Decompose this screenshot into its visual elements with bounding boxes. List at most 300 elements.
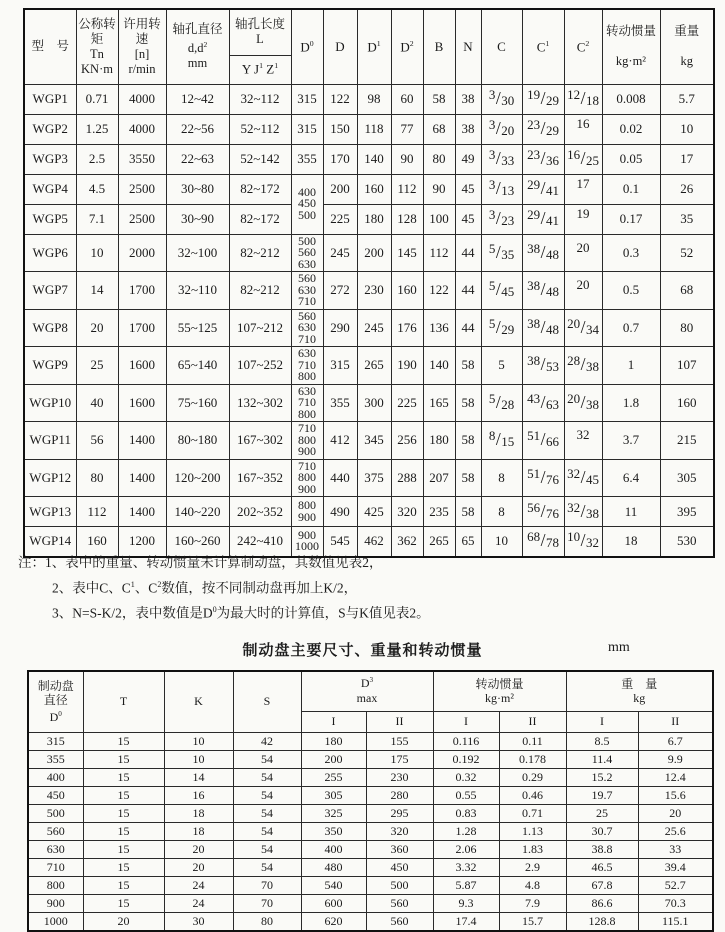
- bore-cell: 22~56: [166, 114, 229, 144]
- b-cell: 80: [423, 144, 455, 174]
- inertia-II-cell: 1.83: [499, 840, 566, 858]
- d0-cell: 710 800 900: [291, 422, 323, 460]
- inertia-II-cell: 7.9: [499, 894, 566, 912]
- inertia-I-cell: 1.28: [433, 822, 499, 840]
- t-cell: 20: [83, 912, 164, 931]
- spec-row-WGP1: [24, 84, 714, 114]
- s-cell: 70: [233, 894, 301, 912]
- n-cell: 58: [455, 459, 481, 497]
- d-cell: 490: [323, 497, 357, 527]
- d-cell: 150: [323, 114, 357, 144]
- d0-cell: 315: [291, 84, 323, 114]
- weight-II-cell: 39.4: [638, 858, 713, 876]
- c1-cell: 38/53: [522, 347, 564, 385]
- k-cell: 30: [164, 912, 233, 931]
- diameter-cell: 560: [28, 822, 83, 840]
- k-cell: 10: [164, 732, 233, 750]
- weight-I-cell: 19.7: [566, 786, 638, 804]
- d3max-II-cell: 360: [366, 840, 433, 858]
- d0-cell: 630 710 800: [291, 347, 323, 385]
- t1-header-d: D: [323, 9, 357, 84]
- coupling-spec-table-header: [24, 9, 714, 84]
- b-cell: 112: [423, 234, 455, 272]
- note-item-1: 1、表中的重量、转动惯量未计算制动盘，其数值见表2，: [45, 555, 383, 570]
- t2-header-t: T: [83, 671, 164, 732]
- b-cell: 180: [423, 422, 455, 460]
- t1-header-torque: 公称转矩 Tn KN·m: [76, 9, 118, 84]
- brake-disc-table-header: [28, 671, 713, 732]
- d3max-I-cell: 540: [301, 876, 366, 894]
- b-cell: 165: [423, 384, 455, 422]
- bore-cell: 32~100: [166, 234, 229, 272]
- diameter-cell: 710: [28, 858, 83, 876]
- d0-cell: 560 630 710: [291, 309, 323, 347]
- k-cell: 18: [164, 804, 233, 822]
- brake-disc-row-900: [28, 894, 713, 912]
- n-cell: 38: [455, 84, 481, 114]
- c1-cell: 29/41: [522, 204, 564, 234]
- bore-cell: 12~42: [166, 84, 229, 114]
- brake-disc-row-710: [28, 858, 713, 876]
- torque-cell: 20: [76, 309, 118, 347]
- length-cell: 202~352: [229, 497, 291, 527]
- weight-II-cell: 12.4: [638, 768, 713, 786]
- t1-header-c1: $C^1$: [522, 9, 564, 84]
- model-cell: WGP8: [24, 309, 76, 347]
- diameter-cell: 315: [28, 732, 83, 750]
- d3max-I-cell: 600: [301, 894, 366, 912]
- d2-cell: 190: [391, 347, 423, 385]
- inertia-cell: 3.7: [602, 422, 660, 460]
- length-cell: 132~302: [229, 384, 291, 422]
- inertia-I-cell: 9.3: [433, 894, 499, 912]
- d2-cell: 112: [391, 174, 423, 204]
- t2-header-sub-I: I: [301, 711, 366, 732]
- d3max-II-cell: 320: [366, 822, 433, 840]
- weight-cell: 10: [660, 114, 714, 144]
- speed-cell: 3550: [118, 144, 166, 174]
- d2-cell: 225: [391, 384, 423, 422]
- inertia-I-cell: 17.4: [433, 912, 499, 931]
- t1-header-n: N: [455, 9, 481, 84]
- model-cell: WGP6: [24, 234, 76, 272]
- inertia-II-cell: 0.71: [499, 804, 566, 822]
- d0-cell: 315: [291, 114, 323, 144]
- t2-header-sub-II: II: [638, 711, 713, 732]
- d3max-II-cell: 175: [366, 750, 433, 768]
- brake-disc-table: [27, 670, 714, 932]
- speed-cell: 4000: [118, 114, 166, 144]
- d1-cell: 300: [357, 384, 391, 422]
- model-cell: WGP11: [24, 422, 76, 460]
- note-line-1: [18, 552, 698, 574]
- diameter-cell: 400: [28, 768, 83, 786]
- c1-cell: 19/29: [522, 84, 564, 114]
- n-cell: 58: [455, 422, 481, 460]
- speed-cell: 4000: [118, 84, 166, 114]
- bore-cell: 120~200: [166, 459, 229, 497]
- bore-cell: 30~90: [166, 204, 229, 234]
- c1-cell: 38/48: [522, 272, 564, 310]
- model-cell: WGP1: [24, 84, 76, 114]
- t2-header-sub-I: I: [566, 711, 638, 732]
- bore-cell: 140~220: [166, 497, 229, 527]
- torque-cell: 56: [76, 422, 118, 460]
- diameter-cell: 900: [28, 894, 83, 912]
- diameter-cell: 1000: [28, 912, 83, 931]
- t1-header-model: 型 号: [24, 9, 76, 84]
- speed-cell: 1200: [118, 527, 166, 557]
- weight-I-cell: 25: [566, 804, 638, 822]
- t1-header-length-sub: Y $J^1$ $Z^1$: [229, 55, 291, 84]
- brake-disc-row-800: [28, 876, 713, 894]
- diameter-cell: 450: [28, 786, 83, 804]
- weight-cell: 5.7: [660, 84, 714, 114]
- d3max-II-cell: 155: [366, 732, 433, 750]
- n-cell: 45: [455, 204, 481, 234]
- c2-cell: 16/25: [564, 144, 602, 174]
- inertia-I-cell: 0.116: [433, 732, 499, 750]
- t1-header-d1: $D^1$: [357, 9, 391, 84]
- c2-cell: 16: [564, 114, 602, 144]
- n-cell: 44: [455, 309, 481, 347]
- t-cell: 15: [83, 876, 164, 894]
- weight-cell: 26: [660, 174, 714, 204]
- bore-cell: 160~260: [166, 527, 229, 557]
- t1-header-d2: $D^2$: [391, 9, 423, 84]
- c-cell: 5/45: [481, 272, 522, 310]
- length-cell: 82~212: [229, 234, 291, 272]
- d1-cell: 200: [357, 234, 391, 272]
- t-cell: 15: [83, 786, 164, 804]
- c1-cell: 23/29: [522, 114, 564, 144]
- weight-I-cell: 128.8: [566, 912, 638, 931]
- weight-II-cell: 52.7: [638, 876, 713, 894]
- weight-I-cell: 86.6: [566, 894, 638, 912]
- d-cell: 315: [323, 347, 357, 385]
- weight-II-cell: 20: [638, 804, 713, 822]
- d-cell: 440: [323, 459, 357, 497]
- notes-prefix: 注：: [18, 555, 45, 570]
- t-cell: 15: [83, 732, 164, 750]
- torque-cell: 14: [76, 272, 118, 310]
- k-cell: 20: [164, 858, 233, 876]
- weight-cell: 107: [660, 347, 714, 385]
- n-cell: 49: [455, 144, 481, 174]
- c-cell: 3/20: [481, 114, 522, 144]
- inertia-II-cell: 0.178: [499, 750, 566, 768]
- s-cell: 70: [233, 876, 301, 894]
- inertia-II-cell: 0.11: [499, 732, 566, 750]
- d3max-II-cell: 450: [366, 858, 433, 876]
- d0-cell: 900 1000: [291, 527, 323, 557]
- torque-cell: 40: [76, 384, 118, 422]
- c1-cell: 51/66: [522, 422, 564, 460]
- weight-I-cell: 46.5: [566, 858, 638, 876]
- c1-cell: 43/63: [522, 384, 564, 422]
- c2-cell: 12/18: [564, 84, 602, 114]
- model-cell: WGP14: [24, 527, 76, 557]
- speed-cell: 2500: [118, 204, 166, 234]
- coupling-spec-table-body: [24, 84, 714, 557]
- d3max-I-cell: 305: [301, 786, 366, 804]
- inertia-cell: 0.7: [602, 309, 660, 347]
- c2-cell: 19: [564, 204, 602, 234]
- bore-cell: 55~125: [166, 309, 229, 347]
- b-cell: 265: [423, 527, 455, 557]
- spec-row-WGP8: [24, 309, 714, 347]
- weight-cell: 17: [660, 144, 714, 174]
- k-cell: 24: [164, 894, 233, 912]
- weight-cell: 305: [660, 459, 714, 497]
- t-cell: 15: [83, 804, 164, 822]
- t-cell: 15: [83, 840, 164, 858]
- length-cell: 107~252: [229, 347, 291, 385]
- brake-disc-row-500: [28, 804, 713, 822]
- d3max-I-cell: 255: [301, 768, 366, 786]
- c-cell: 5/28: [481, 384, 522, 422]
- inertia-cell: 0.008: [602, 84, 660, 114]
- d3max-II-cell: 295: [366, 804, 433, 822]
- speed-cell: 1400: [118, 459, 166, 497]
- c2-cell: 32/38: [564, 497, 602, 527]
- speed-cell: 1600: [118, 384, 166, 422]
- c-cell: 3/33: [481, 144, 522, 174]
- n-cell: 58: [455, 497, 481, 527]
- c2-cell: 20: [564, 272, 602, 310]
- n-cell: 38: [455, 114, 481, 144]
- inertia-II-cell: 15.7: [499, 912, 566, 931]
- c1-cell: 38/48: [522, 234, 564, 272]
- t1-header-length: 轴孔长度 L: [229, 9, 291, 55]
- d2-cell: 320: [391, 497, 423, 527]
- d0-cell: 500 560 630: [291, 234, 323, 272]
- inertia-cell: 1.8: [602, 384, 660, 422]
- weight-cell: 52: [660, 234, 714, 272]
- c2-cell: 32: [564, 422, 602, 460]
- d3max-II-cell: 230: [366, 768, 433, 786]
- speed-cell: 1700: [118, 309, 166, 347]
- d0-cell: 710 800 900: [291, 459, 323, 497]
- spec-row-WGP5: [24, 204, 714, 234]
- n-cell: 44: [455, 272, 481, 310]
- d3max-II-cell: 560: [366, 894, 433, 912]
- weight-I-cell: 8.5: [566, 732, 638, 750]
- torque-cell: 80: [76, 459, 118, 497]
- inertia-cell: 0.05: [602, 144, 660, 174]
- d-cell: 122: [323, 84, 357, 114]
- spec-row-WGP6: [24, 234, 714, 272]
- brake-disc-table-title: 制动盘主要尺寸、重量和转动惯量: [242, 643, 483, 659]
- diameter-cell: 500: [28, 804, 83, 822]
- c1-cell: 29/41: [522, 174, 564, 204]
- inertia-I-cell: 2.06: [433, 840, 499, 858]
- d-cell: 355: [323, 384, 357, 422]
- c2-cell: 20/34: [564, 309, 602, 347]
- d2-cell: 60: [391, 84, 423, 114]
- b-cell: 90: [423, 174, 455, 204]
- t-cell: 15: [83, 768, 164, 786]
- weight-II-cell: 70.3: [638, 894, 713, 912]
- t2-header-s: S: [233, 671, 301, 732]
- brake-disc-row-315: [28, 732, 713, 750]
- d0-cell: 800 900: [291, 497, 323, 527]
- t2-header-k: K: [164, 671, 233, 732]
- spec-row-WGP10: [24, 384, 714, 422]
- inertia-cell: 0.1: [602, 174, 660, 204]
- torque-cell: 25: [76, 347, 118, 385]
- t1-header-inertia: 转动惯量 kg·m²: [602, 9, 660, 84]
- model-cell: WGP2: [24, 114, 76, 144]
- b-cell: 100: [423, 204, 455, 234]
- weight-cell: 160: [660, 384, 714, 422]
- d2-cell: 362: [391, 527, 423, 557]
- t1-header-bore: 轴孔直径 $d,d^2$ mm: [166, 9, 229, 84]
- length-cell: 82~212: [229, 272, 291, 310]
- bore-cell: 22~63: [166, 144, 229, 174]
- t1-header-c2: $C^2$: [564, 9, 602, 84]
- t2-header-inertia: 转动惯量 kg·m²: [433, 671, 566, 711]
- inertia-I-cell: 0.83: [433, 804, 499, 822]
- inertia-II-cell: 4.8: [499, 876, 566, 894]
- s-cell: 54: [233, 786, 301, 804]
- d1-cell: 230: [357, 272, 391, 310]
- torque-cell: 10: [76, 234, 118, 272]
- notes-block: [18, 552, 698, 624]
- c2-cell: 28/38: [564, 347, 602, 385]
- weight-II-cell: 15.6: [638, 786, 713, 804]
- diameter-cell: 630: [28, 840, 83, 858]
- diameter-cell: 355: [28, 750, 83, 768]
- spec-row-WGP7: [24, 272, 714, 310]
- d1-cell: 245: [357, 309, 391, 347]
- bore-cell: 65~140: [166, 347, 229, 385]
- bore-cell: 75~160: [166, 384, 229, 422]
- d1-cell: 265: [357, 347, 391, 385]
- weight-I-cell: 11.4: [566, 750, 638, 768]
- b-cell: 235: [423, 497, 455, 527]
- spec-row-WGP13: [24, 497, 714, 527]
- k-cell: 18: [164, 822, 233, 840]
- c-cell: 3/23: [481, 204, 522, 234]
- weight-cell: 68: [660, 272, 714, 310]
- t-cell: 15: [83, 750, 164, 768]
- t2-header-sub-II: II: [499, 711, 566, 732]
- k-cell: 10: [164, 750, 233, 768]
- spec-row-WGP9: [24, 347, 714, 385]
- brake-disc-row-1000: [28, 912, 713, 931]
- d-cell: 290: [323, 309, 357, 347]
- inertia-I-cell: 3.32: [433, 858, 499, 876]
- c-cell: 8: [481, 497, 522, 527]
- spec-row-WGP11: [24, 422, 714, 460]
- weight-cell: 35: [660, 204, 714, 234]
- d1-cell: 375: [357, 459, 391, 497]
- c-cell: 3/30: [481, 84, 522, 114]
- d3max-I-cell: 400: [301, 840, 366, 858]
- d3max-II-cell: 280: [366, 786, 433, 804]
- weight-I-cell: 38.8: [566, 840, 638, 858]
- torque-cell: 0.71: [76, 84, 118, 114]
- t2-header-sub-II: II: [366, 711, 433, 732]
- inertia-cell: 0.3: [602, 234, 660, 272]
- weight-cell: 215: [660, 422, 714, 460]
- speed-cell: 1400: [118, 497, 166, 527]
- speed-cell: 2500: [118, 174, 166, 204]
- d3max-I-cell: 200: [301, 750, 366, 768]
- weight-I-cell: 15.2: [566, 768, 638, 786]
- inertia-cell: 1: [602, 347, 660, 385]
- d2-cell: 145: [391, 234, 423, 272]
- c2-cell: 20: [564, 234, 602, 272]
- model-cell: WGP5: [24, 204, 76, 234]
- c2-cell: 17: [564, 174, 602, 204]
- n-cell: 58: [455, 347, 481, 385]
- d1-cell: 345: [357, 422, 391, 460]
- t1-header-c: C: [481, 9, 522, 84]
- weight-cell: 530: [660, 527, 714, 557]
- inertia-I-cell: 0.32: [433, 768, 499, 786]
- d-cell: 245: [323, 234, 357, 272]
- weight-I-cell: 30.7: [566, 822, 638, 840]
- b-cell: 207: [423, 459, 455, 497]
- torque-cell: 1.25: [76, 114, 118, 144]
- t-cell: 15: [83, 822, 164, 840]
- s-cell: 54: [233, 768, 301, 786]
- length-cell: 167~352: [229, 459, 291, 497]
- inertia-cell: 0.02: [602, 114, 660, 144]
- c1-cell: 68/78: [522, 527, 564, 557]
- torque-cell: 2.5: [76, 144, 118, 174]
- d2-cell: 176: [391, 309, 423, 347]
- spec-row-WGP3: [24, 144, 714, 174]
- d-cell: 412: [323, 422, 357, 460]
- c2-cell: 32/45: [564, 459, 602, 497]
- d2-cell: 160: [391, 272, 423, 310]
- coupling-spec-table: [23, 8, 715, 558]
- b-cell: 122: [423, 272, 455, 310]
- c-cell: 8/15: [481, 422, 522, 460]
- brake-disc-row-355: [28, 750, 713, 768]
- weight-II-cell: 33: [638, 840, 713, 858]
- d1-cell: 160: [357, 174, 391, 204]
- brake-disc-table-caption: [0, 639, 725, 659]
- c1-cell: 51/76: [522, 459, 564, 497]
- length-cell: 107~212: [229, 309, 291, 347]
- inertia-II-cell: 1.13: [499, 822, 566, 840]
- brake-disc-row-450: [28, 786, 713, 804]
- weight-II-cell: 9.9: [638, 750, 713, 768]
- note-item-2: 2、表中C、$C^1$、$C^2$数值，按不同制动盘再加上K/2，: [52, 579, 358, 595]
- inertia-cell: 6.4: [602, 459, 660, 497]
- length-cell: 82~172: [229, 174, 291, 204]
- note-item-3: 3、N=S-K/2，表中数值是$D^0$为最大时的计算值，S与K值见表2。: [52, 604, 430, 620]
- d0-cell: 355: [291, 144, 323, 174]
- b-cell: 68: [423, 114, 455, 144]
- weight-cell: 80: [660, 309, 714, 347]
- d1-cell: 118: [357, 114, 391, 144]
- model-cell: WGP4: [24, 174, 76, 204]
- model-cell: WGP7: [24, 272, 76, 310]
- d3max-I-cell: 480: [301, 858, 366, 876]
- d3max-I-cell: 620: [301, 912, 366, 931]
- brake-disc-row-400: [28, 768, 713, 786]
- n-cell: 58: [455, 384, 481, 422]
- d-cell: 170: [323, 144, 357, 174]
- t1-header-b: B: [423, 9, 455, 84]
- c2-cell: 10/32: [564, 527, 602, 557]
- s-cell: 54: [233, 840, 301, 858]
